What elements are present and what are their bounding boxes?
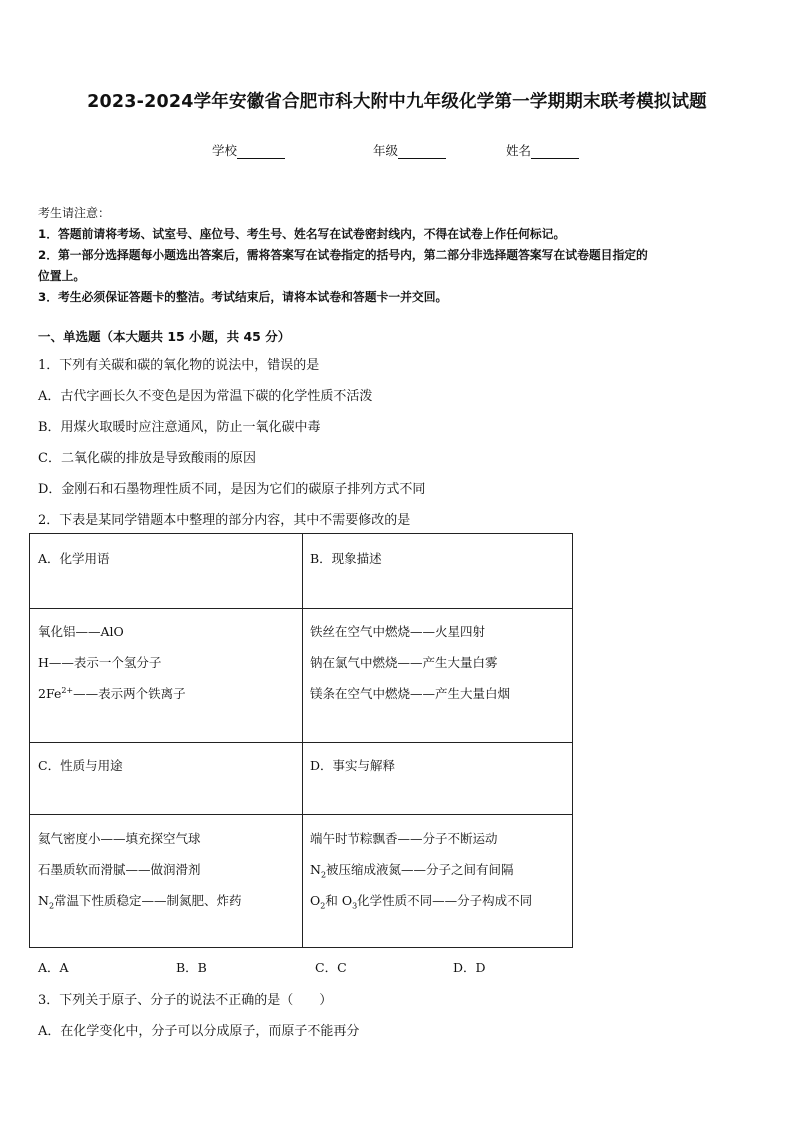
notice-item: 2．第一部分选择题每小题选出答案后，需将答案写在试卷指定的括号内，第二部分非选择题答案写在试卷题目指定的 (38, 248, 648, 262)
question-2-option-a[interactable]: A．A (38, 960, 69, 975)
name-blank[interactable] (531, 144, 579, 159)
school-field[interactable] (212, 141, 285, 159)
cell-c-line: 石墨质软而滑腻——做润滑剂 (38, 862, 201, 877)
cell-b-line: 铁丝在空气中燃烧——火星四射 (310, 624, 486, 639)
section-heading: 一、单选题（本大题共 15 小题，共 45 分） (38, 329, 291, 344)
question-2-option-c[interactable]: C．C (315, 960, 347, 975)
question-2-stem: 2．下表是某同学错题本中整理的部分内容，其中不需要修改的是 (38, 513, 411, 528)
question-2-option-b[interactable]: B．B (176, 960, 207, 975)
cell-c-header: C．性质与用途 (38, 758, 123, 773)
cell-b-line: 镁条在空气中燃烧——产生大量白烟 (310, 686, 511, 701)
cell-d-line: $N_2$被压缩成液氮——分子之间有间隔 (310, 862, 514, 880)
notice-item: 1．答题前请将考场、试室号、座位号、考生号、姓名写在试卷密封线内，不得在试卷上作任何标记。 (38, 227, 566, 241)
cell-c-line: $N_2$常温下性质稳定——制氮肥、炸药 (38, 893, 242, 911)
notice-block (38, 203, 760, 308)
grade-blank[interactable] (398, 144, 446, 159)
table-divider (30, 608, 572, 609)
question-1-stem: 1．下列有关碳和碳的氧化物的说法中，错误的是 (38, 358, 320, 373)
notice-item: 3．考生必须保证答题卡的整洁。考试结束后，请将本试卷和答题卡一并交回。 (38, 290, 448, 304)
question-1-option-a[interactable]: A．古代字画长久不变色是因为常温下碳的化学性质不活泼 (38, 389, 373, 404)
question-2-option-d[interactable]: D．D (453, 960, 486, 975)
student-info-row (0, 141, 794, 161)
cell-a-header: A．化学用语 (38, 551, 110, 566)
cell-a-line: H——表示一个氢分子 (38, 655, 162, 670)
notice-item: 位置上。 (38, 269, 86, 283)
name-field[interactable] (506, 141, 579, 159)
table-column-divider (302, 534, 303, 947)
notice-heading: 考生请注意： (38, 206, 111, 220)
cell-d-line: $O_2$和 $O_3$化学性质不同——分子构成不同 (310, 893, 533, 911)
page-title: 2023-2024学年安徽省合肥市科大附中九年级化学第一学期期末联考模拟试题 (87, 92, 707, 112)
cell-d-line: 端午时节粽飘香——分子不断运动 (310, 831, 498, 846)
cell-d-header: D．事实与解释 (310, 758, 396, 773)
table-divider (30, 742, 572, 743)
cell-b-header: B．现象描述 (310, 551, 382, 566)
cell-a-line: 氧化铝——AlO (38, 624, 124, 639)
question-1-option-c[interactable]: C．二氧化碳的排放是导致酸雨的原因 (38, 451, 256, 466)
question-3-option-a[interactable]: A．在化学变化中，分子可以分成原子，而原子不能再分 (38, 1024, 360, 1039)
question-1-option-b[interactable]: B．用煤火取暖时应注意通风，防止一氧化碳中毒 (38, 420, 321, 435)
table-divider (30, 814, 572, 815)
cell-c-line: 氦气密度小——填充探空气球 (38, 831, 201, 846)
school-label: 学校 (212, 143, 238, 158)
question-3-stem: 3．下列关于原子、分子的说法不正确的是（ ） (38, 993, 333, 1008)
grade-field[interactable] (373, 141, 446, 159)
name-label: 姓名 (506, 143, 532, 158)
cell-a-line: $2Fe^{2+}——$表示两个铁离子 (38, 685, 186, 701)
grade-label: 年级 (373, 143, 399, 158)
question-2-table (29, 533, 573, 948)
question-1-option-d[interactable]: D．金刚石和石墨物理性质不同，是因为它们的碳原子排列方式不同 (38, 482, 426, 497)
school-blank[interactable] (237, 144, 285, 159)
cell-b-line: 钠在氯气中燃烧——产生大量白雾 (310, 655, 498, 670)
